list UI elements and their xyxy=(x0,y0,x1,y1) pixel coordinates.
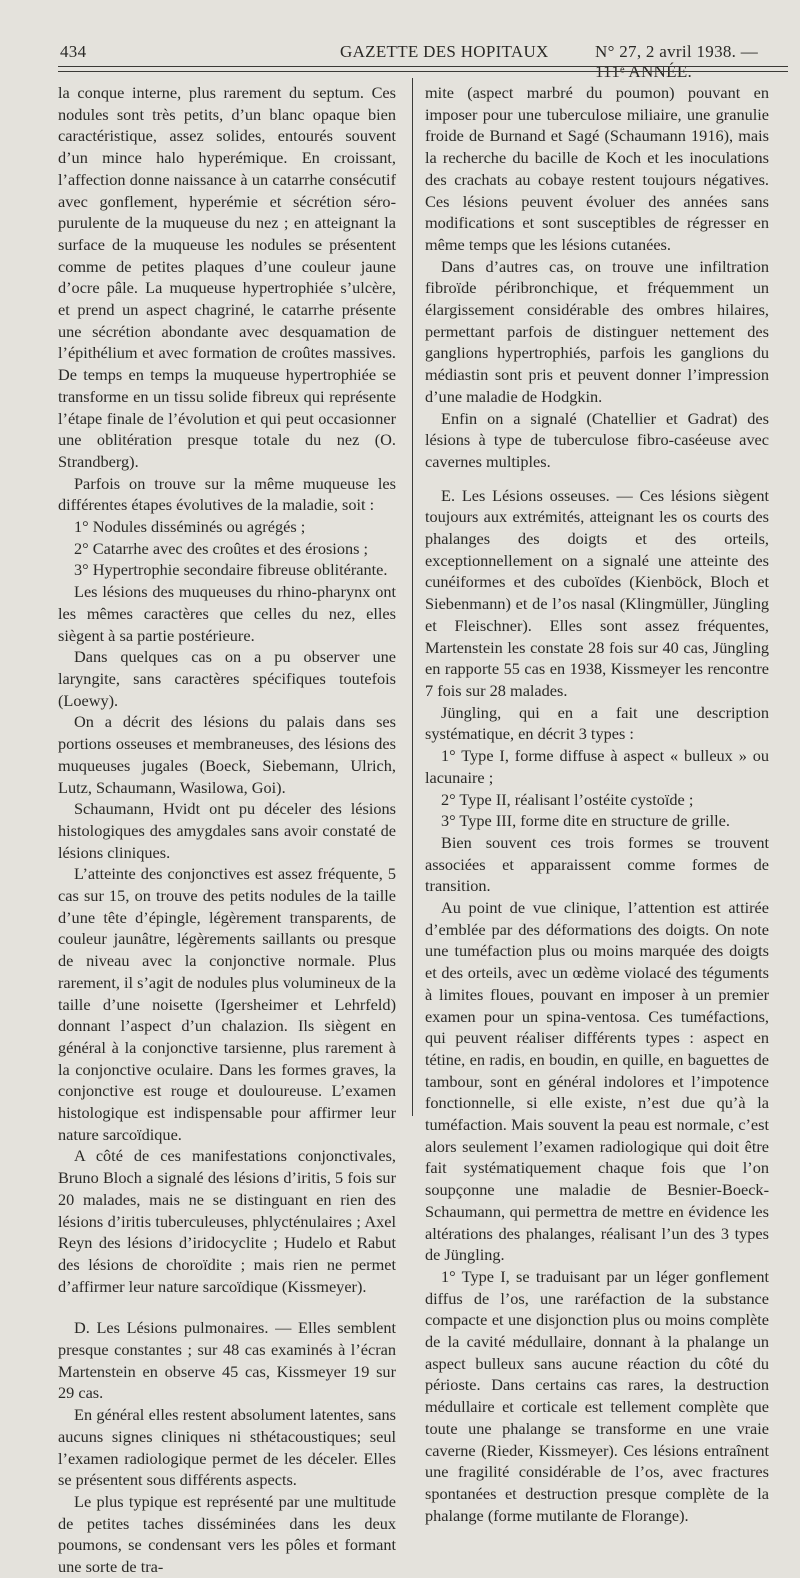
left-column xyxy=(58,82,396,1577)
paragraph-q6: 1° Type I, forme diffuse à aspect « bulleux » ou lacunaire ; xyxy=(425,746,769,787)
column-divider xyxy=(412,78,413,1116)
paragraph-p6: Les lésions des muqueuses du rhino-pharynx ont les mêmes caractères que celles du nez, elles siègent à sa partie postérieure. xyxy=(58,582,396,645)
paragraph-q1: mite (aspect marbré du poumon) pouvant en imposer pour une tuberculose miliaire, une granulie froide de Burnand et Sagé (Schaumann 1916), mais la recherche du bacille de Koch et les inoculations des crachats au cobaye restent toujours négatives. Ces lésions peuvent évoluer des années sans modifications et sont susceptibles de régresser en même temps que les lésions cutanées. xyxy=(425,83,769,254)
journal-title: GAZETTE DES HOPITAUX xyxy=(340,42,549,61)
header-rule-bottom xyxy=(58,71,788,72)
page-number: 434 xyxy=(60,42,87,61)
paragraph-q5: Jüngling, qui en a fait une description systématique, en décrit 3 types : xyxy=(425,702,769,744)
paragraph-q4: E. Les Lésions osseuses. — Ces lésions siègent toujours aux extrémités, atteignant les os courts des phalanges des doigts et des orteils, exceptionnellement on a signalé une atteinte des cunéiformes et des cuboïdes (Kienböck, Bloch et Siebenmann) et de l’os nasal (Klingmüller, Jüngling et Fleischner). Elles sont assez fréquentes, Martenstein les constate 28 fois sur 40 cas, Jüngling en rapporte 55 cas en 1938, Kissmeyer les rencontre 7 fois sur 28 malades. xyxy=(425,485,769,700)
running-header xyxy=(58,38,780,81)
paragraph-q11: 1° Type I, se traduisant par un léger gonflement diffus de l’os, une raréfaction de la substance compacte et une disjonction plus ou moins complète de la cavité médullaire, donnant à la phalange un aspect bulleux sans aucune réaction du côté du périoste. Dans certains cas rares, la destruction médullaire et corticale est tellement complète que toute une phalange se transforme en une vraie caverne (Rieder, Kissmeyer). Ces lésions entraînent une fragilité considérable de l’os, avec fractures spontanées et destruction presque complète de la phalange (forme mutilante de Florange). xyxy=(425,1266,769,1525)
paragraph-p13: En général elles restent absolument latentes, sans aucuns signes cliniques ni sthétacoustiques; seul l’examen radiologique permet de les déceler. Elles se présentent sous différents aspects. xyxy=(58,1405,396,1490)
header-rule-top xyxy=(58,66,788,67)
paragraph-q8: 3° Type III, forme dite en structure de grille. xyxy=(441,811,730,831)
issue-info: N° 27, 2 avril 1938. — 111ᵉ ANNÉE. xyxy=(595,42,759,81)
paragraph-p8: On a décrit des lésions du palais dans ses portions osseuses et membraneuses, des lésions des muqueuses jugales (Boeck, Siebemann, Ulrich, Lutz, Schaumann, Wasilowa, Goi). xyxy=(58,712,396,797)
right-column xyxy=(425,82,769,1525)
paragraph-q2: Dans d’autres cas, on trouve une infiltration fibroïde péribronchique, et fréquemment un élargissement considérable des ombres hilaires, permettant parfois de distinguer nettement des ganglions hypertrophiés, parfois les ganglions du médiastin sont pris et peuvent donner l’impression d’une maladie de Hodgkin. xyxy=(425,256,769,406)
paragraph-p10: L’atteinte des conjonctives est assez fréquente, 5 cas sur 15, on trouve des petits nodules de la taille d’une tête d’épingle, légèrement transparents, de couleur jaunâtre, légèrements saillants ou presque de niveau avec la conjonctive normale. Plus rarement, il s’agit de nodules plus volumineux de la taille d’une noisette (Igersheimer et Lehrfeld) donnant l’aspect d’un chalazion. Ils siègent en général à la conjonctive tarsienne, plus rarement à la conjonctive oculaire. Dans les formes graves, la conjonctive est rouge et douloureuse. L’examen histologique est indispensable pour affirmer leur nature sarcoïdique. xyxy=(58,864,396,1144)
paragraph-p2: Parfois on trouve sur la même muqueuse les différentes étapes évolutives de la maladie, soit : xyxy=(58,473,396,515)
paragraph-p4: 2° Catarrhe avec des croûtes et des érosions ; xyxy=(74,538,369,558)
paragraph-q10: Au point de vue clinique, l’attention est attirée d’emblée par des déformations des doigts. On note une tuméfaction plus ou moins marquée des doigts et des orteils, avec un œdème violacé des téguments à limites floues, pouvant en imposer à un premier examen pour un spina-ventosa. Ces tuméfactions, qui peuvent réaliser différents types : aspect en tétine, en radis, en boudin, en quille, en baguettes de tambour, sont en général indolores et l’impotence fonctionnelle, si elle existe, n’est due qu’à la tuméfaction. Mais souvent la peau est normale, c’est alors seulement l’examen radiologique qui doit être fait systématiquement chaque fois que l’on soupçonne une maladie de Besnier-Boeck-Schaumann, qui permettra de mettre en évidence les altérations des phalanges, réalisant l’un des 3 types de Jüngling. xyxy=(425,898,769,1265)
paragraph-p11: A côté de ces manifestations conjonctivales, Bruno Bloch a signalé des lésions d’iritis, 5 fois sur 20 malades, mais ne se distinguant en rien des lésions d’iritis tuberculeuses, phlycténulaires ; Axel Reyn des lésions d’iridocyclite ; Hudelo et Rabut des lésions de choroïdite ; mais rien ne permet d’affirmer leur nature sarcoïdique (Kissmeyer). xyxy=(58,1146,396,1296)
paragraph-p5: 3° Hypertrophie secondaire fibreuse oblitérante. xyxy=(74,560,388,580)
paragraph-p3: 1° Nodules disséminés ou agrégés ; xyxy=(74,517,306,537)
paragraph-p14: Le plus typique est représenté par une multitude de petites taches disséminées dans les deux poumons, se condensant vers les pôles et formant une sorte de tra- xyxy=(58,1492,396,1577)
paragraph-q9: Bien souvent ces trois formes se trouvent associées et apparaissent comme formes de transition. xyxy=(425,832,769,896)
paragraph-p1: la conque interne, plus rarement du septum. Ces nodules sont très petits, d’un blanc opaque bien caractéristique, assez solides, entourés souvent d’un mince halo hyperémique. En croissant, l’affection donne naissance à un catarrhe consécutif avec gonflement, hyperémie et sécrétion séro-purulente de la muqueuse du nez ; en atteignant la surface de la muqueuse les nodules se présentent comme de petites plaques d’une couleur jaune d’ocre pâle. La muqueuse hypertrophiée s’ulcère, et prend un aspect chagriné, le catarrhe présente une sécrétion abondante avec desquamation de l’épithélium et avec formation de croûtes massives. De temps en temps la muqueuse hypertrophiée se transforme en un tissu solide fibreux qui représente l’étape finale de l’évolution et qui peut occasionner une oblitération presque totale du nez (O. Strandberg). xyxy=(58,83,396,471)
paragraph-p12: D. Les Lésions pulmonaires. — Elles semblent presque constantes ; sur 48 cas examinés à l’écran Martenstein en observe 45 cas, Kissmeyer 19 sur 29 cas. xyxy=(58,1318,396,1403)
paragraph-q3: Enfin on a signalé (Chatellier et Gadrat) des lésions à type de tuberculose fibro-caséeuse avec cavernes multiples. xyxy=(425,408,769,471)
paragraph-q7: 2° Type II, réalisant l’ostéite cystoïde ; xyxy=(441,789,694,809)
paragraph-p7: Dans quelques cas on a pu observer une laryngite, sans caractères spécifiques toutefois (Loewy). xyxy=(58,647,396,710)
paragraph-p9: Schaumann, Hvidt ont pu déceler des lésions histologiques des amygdales sans avoir constaté de lésions cliniques. xyxy=(58,799,396,862)
